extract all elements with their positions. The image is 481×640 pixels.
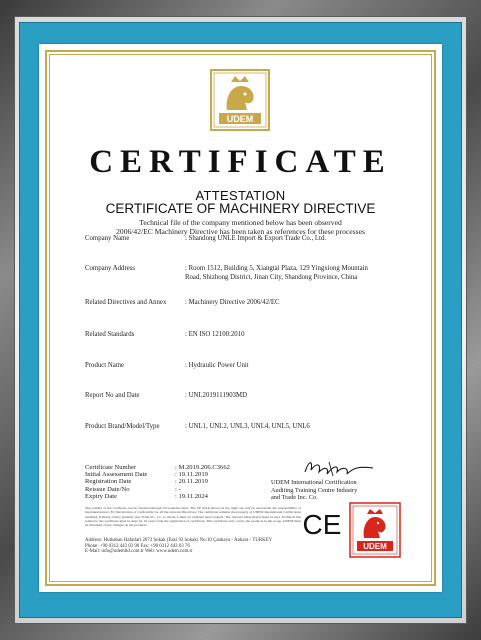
intro-text — [39, 218, 442, 236]
field-value: : Room 1512, Building 5, Xiangtai Plaza, 129 Yingxiong Mountain Road, Shizhong District, Jinan City, Shandong Province, China — [185, 265, 368, 281]
ce-mark-text: CE — [302, 509, 342, 538]
directive-heading: CERTIFICATE OF MACHINERY DIRECTIVE — [105, 201, 376, 216]
detail-label: Expiry Date — [85, 492, 118, 500]
detail-row — [85, 478, 285, 485]
logo-bottom-text: UDEM — [363, 542, 387, 551]
detail-value: : - — [175, 485, 181, 493]
field-value: : EN ISO 12100:2010 — [185, 331, 245, 338]
field-value: : Shandong UNLE Import & Export Trade Co., Ltd. — [185, 235, 327, 242]
intro-line-1: Technical file of the company mentioned below has been observed — [139, 218, 342, 227]
detail-row — [85, 464, 285, 471]
address-line-1: Address: Hutbaban Hafatlari 2073 Sokak (Eski 93 Sokak) No:10 Çankaya - Ankara - TURKEY — [85, 538, 273, 543]
sig-caption-line-2: Auditing Training Centre Industry — [271, 486, 358, 494]
detail-row — [85, 486, 285, 493]
field-label: Company Name — [85, 235, 130, 242]
detail-value: : 19.11.2019 — [175, 471, 208, 479]
sig-caption-line-3: and Trade Inc. Co. — [271, 494, 318, 502]
detail-label: Registration Date — [85, 478, 132, 486]
field-label: Related Standards — [85, 331, 135, 338]
detail-label: Reissue Date/No — [85, 485, 130, 493]
intro-line-2: 2006/42/EC Machinery Directive has been taken as references for these processes — [116, 227, 365, 236]
detail-label: Certificate Number — [85, 464, 137, 471]
signature-icon — [299, 456, 379, 478]
address-line-2: Phone: +90 0312 443 03 90 Fax: +90 0312 443 03 76 — [85, 543, 190, 549]
field-value: : Machinery Directive 2006/42/EC — [185, 299, 280, 306]
detail-value: : 19.11.2024 — [175, 492, 208, 500]
field-label: Related Directives and Annex — [85, 299, 167, 306]
field-value: : UNL1, UNL2, UNL3, UNL4, UNL5, UNL6 — [185, 423, 310, 430]
certificate-details — [85, 464, 285, 500]
udem-logo-top-icon — [209, 68, 271, 132]
detail-label: Initial Assessment Date — [85, 471, 148, 479]
address-line-3: E-Mail: info@udemltd.com.tr Web: www.udem.com.tr — [85, 549, 193, 555]
fineprint-text: The validity of the certificate can be checked through www.udem.com.tr. The CE mark shown on the right can only be used under the responsibility of the manufacturer. EC Declaration of Conformity for all the relevant Directives. The certificate remains the property of UDEM International Certification Auditing Training Centre Industry and Trade Inc. Co. to whom it must be returned upon request. The relevant Directive(s) must be met. Technical file related to the certificate must be kept for 10 years from the registration of certificate. This certificate only covers the products in the scope. UDEM must be informed of any changes on the products. — [85, 506, 301, 528]
udem-logo-bottom-icon — [349, 502, 401, 558]
detail-row — [85, 493, 285, 500]
certificate-paper — [39, 44, 442, 592]
detail-value: : 20.11.2019 — [175, 478, 208, 486]
detail-row — [85, 471, 285, 478]
issuer-address — [85, 538, 345, 555]
attestation-heading: ATTESTATION — [195, 188, 286, 203]
logo-top-text: UDEM — [226, 114, 254, 124]
certificate-title: CERTIFICATE — [89, 144, 392, 180]
signature-caption — [271, 479, 395, 502]
field-label: Report No and Date — [85, 392, 140, 399]
field-label: Product Name — [85, 362, 125, 369]
detail-value: : M.2019.206.C3662 — [175, 464, 230, 471]
field-value: : Hydraulic Power Unit — [185, 362, 249, 369]
ce-mark-icon — [301, 508, 343, 538]
sig-caption-line-1: UDEM International Certification — [271, 479, 357, 486]
field-label: Product Brand/Model/Type — [85, 423, 160, 430]
field-value: : UNL2019111903MD — [185, 392, 247, 399]
field-label: Company Address — [85, 265, 136, 272]
